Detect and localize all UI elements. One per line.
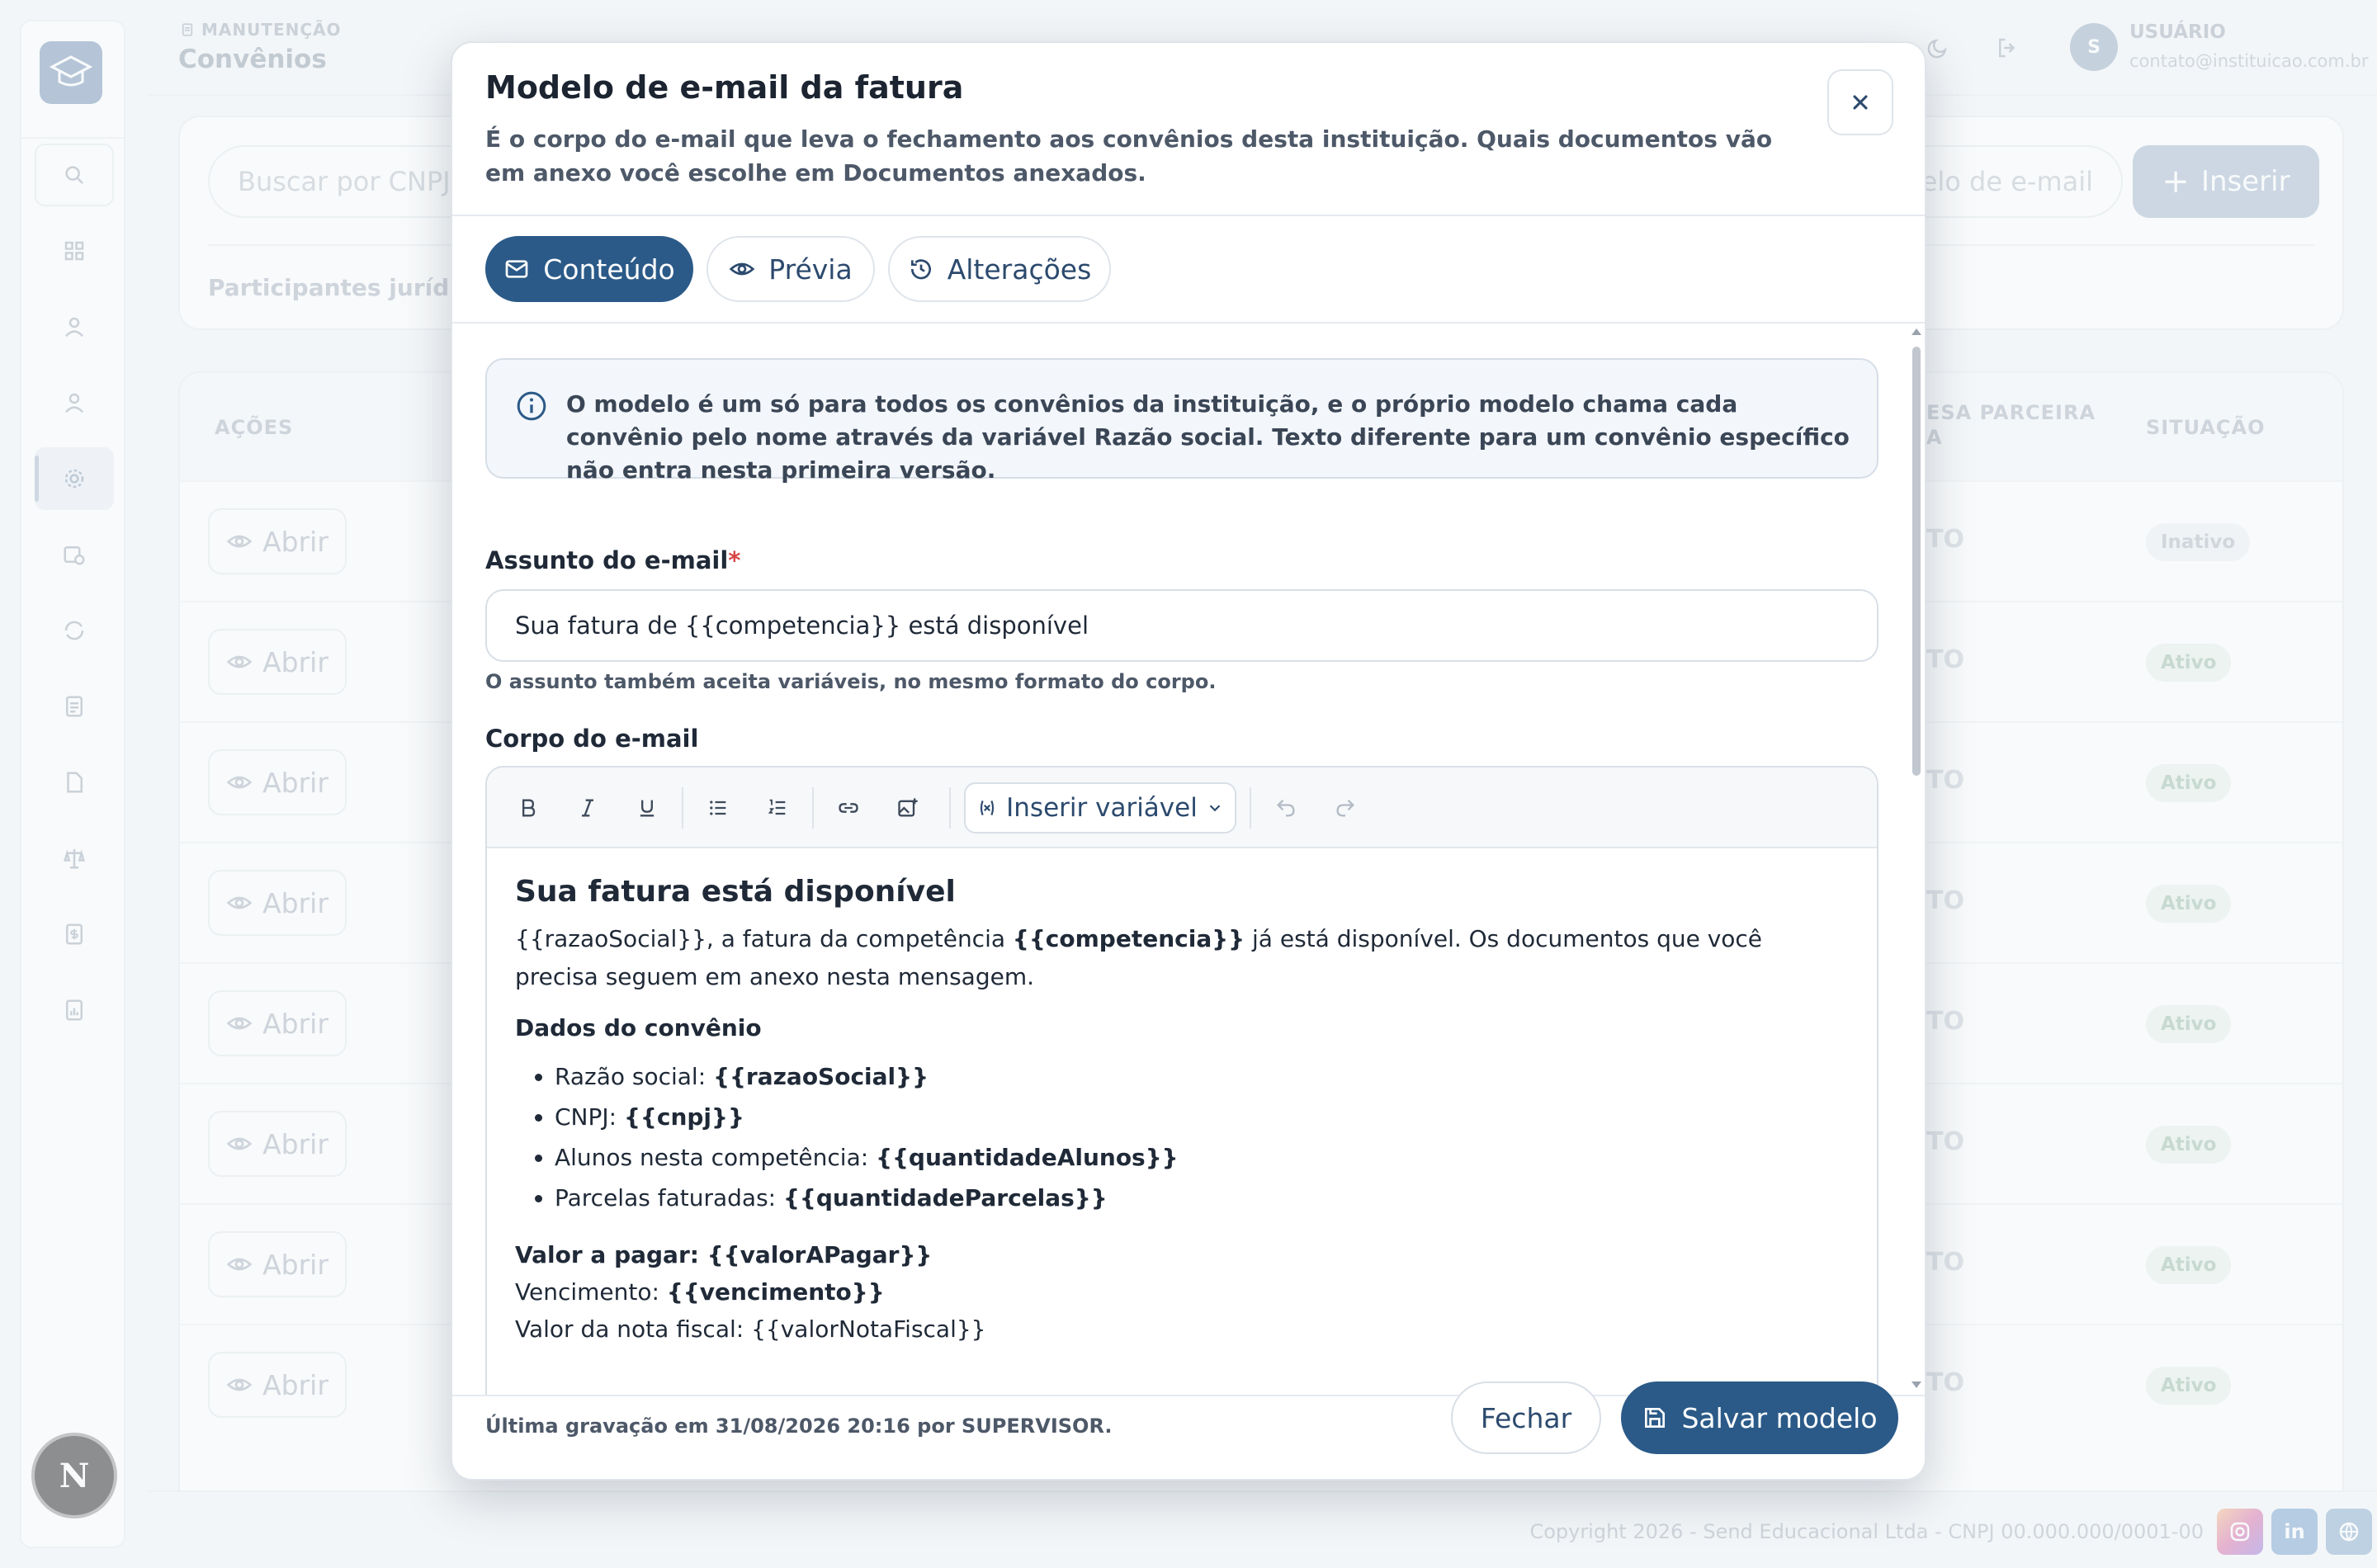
image-button[interactable] (886, 787, 929, 829)
header-divider (452, 215, 1925, 216)
payment-lines (515, 1236, 1852, 1348)
tab-previa-label: Prévia (768, 253, 853, 286)
undo-icon (1274, 796, 1297, 819)
modal-subtitle: É o corpo do e-mail que leva o fechamento aos convênios desta instituição. Quais documentos vão em anexo você escolhe em Documentos anexados. (485, 125, 1773, 187)
email-paragraph (515, 920, 1852, 996)
required-marker: * (728, 546, 741, 574)
info-callout (485, 358, 1878, 484)
last-save-info: Última gravação em 31/08/2026 20:16 por SUPERVISOR. (485, 1415, 1113, 1438)
italic-button[interactable] (566, 787, 609, 829)
fechar-button[interactable]: Fechar (1451, 1381, 1601, 1454)
numbered-list-button[interactable] (756, 787, 799, 829)
toolbar-separator (812, 787, 814, 829)
paragraph-text-end: já está disponível. Os documentos que você precisa seguem em anexo nesta mensagem. (515, 925, 1763, 990)
tab-conteudo-label: Conteúdo (543, 253, 675, 286)
subject-label (485, 546, 740, 574)
info-text: O modelo é um só para todos os convênios da instituição, e o próprio modelo chama cada convênio pelo nome através da variável Razão social. Texto diferente para um convênio específico não entra nesta primeira versão. (566, 390, 1850, 484)
editor-content[interactable] (515, 875, 1852, 1348)
bold-button[interactable] (507, 787, 550, 829)
list-item-variable: {{quantidadeParcelas}} (783, 1184, 1108, 1211)
scroll-down-arrow[interactable] (1912, 1381, 1921, 1388)
underline-button[interactable] (626, 787, 669, 829)
list-item (555, 1097, 1852, 1137)
due-date-line (515, 1273, 1852, 1311)
amount-label: Valor a pagar: (515, 1241, 707, 1268)
toolbar-separator (682, 787, 683, 829)
due-date-label: Vencimento: (515, 1278, 667, 1306)
invoice-value-line: Valor da nota fiscal: {{valorNotaFiscal}} (515, 1315, 986, 1343)
list-item-variable: {{razaoSocial}} (713, 1063, 929, 1090)
save-template-button[interactable] (1621, 1381, 1898, 1454)
list-item-label: Parcelas faturadas: (555, 1184, 783, 1211)
scroll-thumb[interactable] (1912, 347, 1921, 776)
email-template-modal (451, 41, 1926, 1481)
modal-title: Modelo de e-mail da fatura (485, 69, 964, 106)
scroll-up-arrow[interactable] (1912, 328, 1921, 335)
bullet-list-icon (706, 796, 730, 819)
toolbar-separator (1250, 787, 1251, 829)
list-item-label: Razão social: (555, 1063, 714, 1090)
link-button[interactable] (827, 787, 870, 829)
list-item (555, 1137, 1852, 1178)
amount-line (515, 1236, 1852, 1273)
list-item-variable: {{quantidadeAlunos}} (876, 1144, 1179, 1171)
tab-conteudo[interactable] (485, 236, 693, 302)
scrollbar[interactable] (1912, 328, 1921, 1388)
history-icon (908, 256, 934, 282)
link-icon (837, 796, 860, 819)
modal-body[interactable] (452, 324, 1925, 1395)
bold-icon (517, 796, 540, 819)
chevron-down-icon (1206, 799, 1224, 817)
body-label: Corpo do e-mail (485, 725, 699, 753)
subject-hint: O assunto também aceita variáveis, no mesmo formato do corpo. (485, 670, 1217, 693)
redo-icon (1334, 796, 1357, 819)
section-title: Dados do convênio (515, 1014, 762, 1041)
redo-button[interactable] (1324, 787, 1367, 829)
paragraph-variable: {{competencia}} (1012, 925, 1245, 952)
list-item (555, 1056, 1852, 1097)
amount-variable: {{valorAPagar}} (706, 1241, 933, 1268)
list-item-label: CNPJ: (555, 1103, 624, 1131)
undo-button[interactable] (1264, 787, 1307, 829)
insert-variable-dropdown[interactable] (964, 782, 1236, 834)
info-icon (515, 390, 548, 423)
insert-variable-label: Inserir variável (1006, 793, 1198, 823)
variable-icon (976, 797, 998, 819)
close-icon (1849, 91, 1872, 114)
rich-text-editor[interactable] (485, 766, 1878, 1395)
variables-list (515, 1056, 1852, 1218)
save-icon (1642, 1405, 1668, 1431)
save-template-label: Salvar modelo (1681, 1401, 1878, 1434)
tab-alteracoes[interactable] (888, 236, 1111, 302)
numbered-list-icon (766, 796, 789, 819)
tab-alteracoes-label: Alterações (947, 253, 1092, 286)
list-item (555, 1178, 1852, 1218)
underline-icon (636, 796, 659, 819)
italic-icon (576, 796, 599, 819)
subject-label-text: Assunto do e-mail (485, 546, 729, 574)
email-heading: Sua fatura está disponível (515, 875, 956, 909)
image-plus-icon (896, 796, 919, 819)
eye-icon (729, 256, 755, 282)
list-item-label: Alunos nesta competência: (555, 1144, 877, 1171)
bullet-list-button[interactable] (697, 787, 740, 829)
toolbar-separator (949, 787, 951, 829)
subject-input[interactable]: Sua fatura de {{competencia}} está disponível (485, 589, 1878, 662)
list-item-variable: {{cnpj}} (623, 1103, 744, 1131)
tab-previa[interactable] (706, 236, 875, 302)
paragraph-text: {{razaoSocial}}, a fatura da competência (515, 925, 1013, 952)
editor-toolbar (487, 767, 1877, 848)
mail-icon (503, 256, 530, 282)
due-date-variable: {{vencimento}} (666, 1278, 885, 1306)
close-button[interactable] (1827, 69, 1893, 135)
